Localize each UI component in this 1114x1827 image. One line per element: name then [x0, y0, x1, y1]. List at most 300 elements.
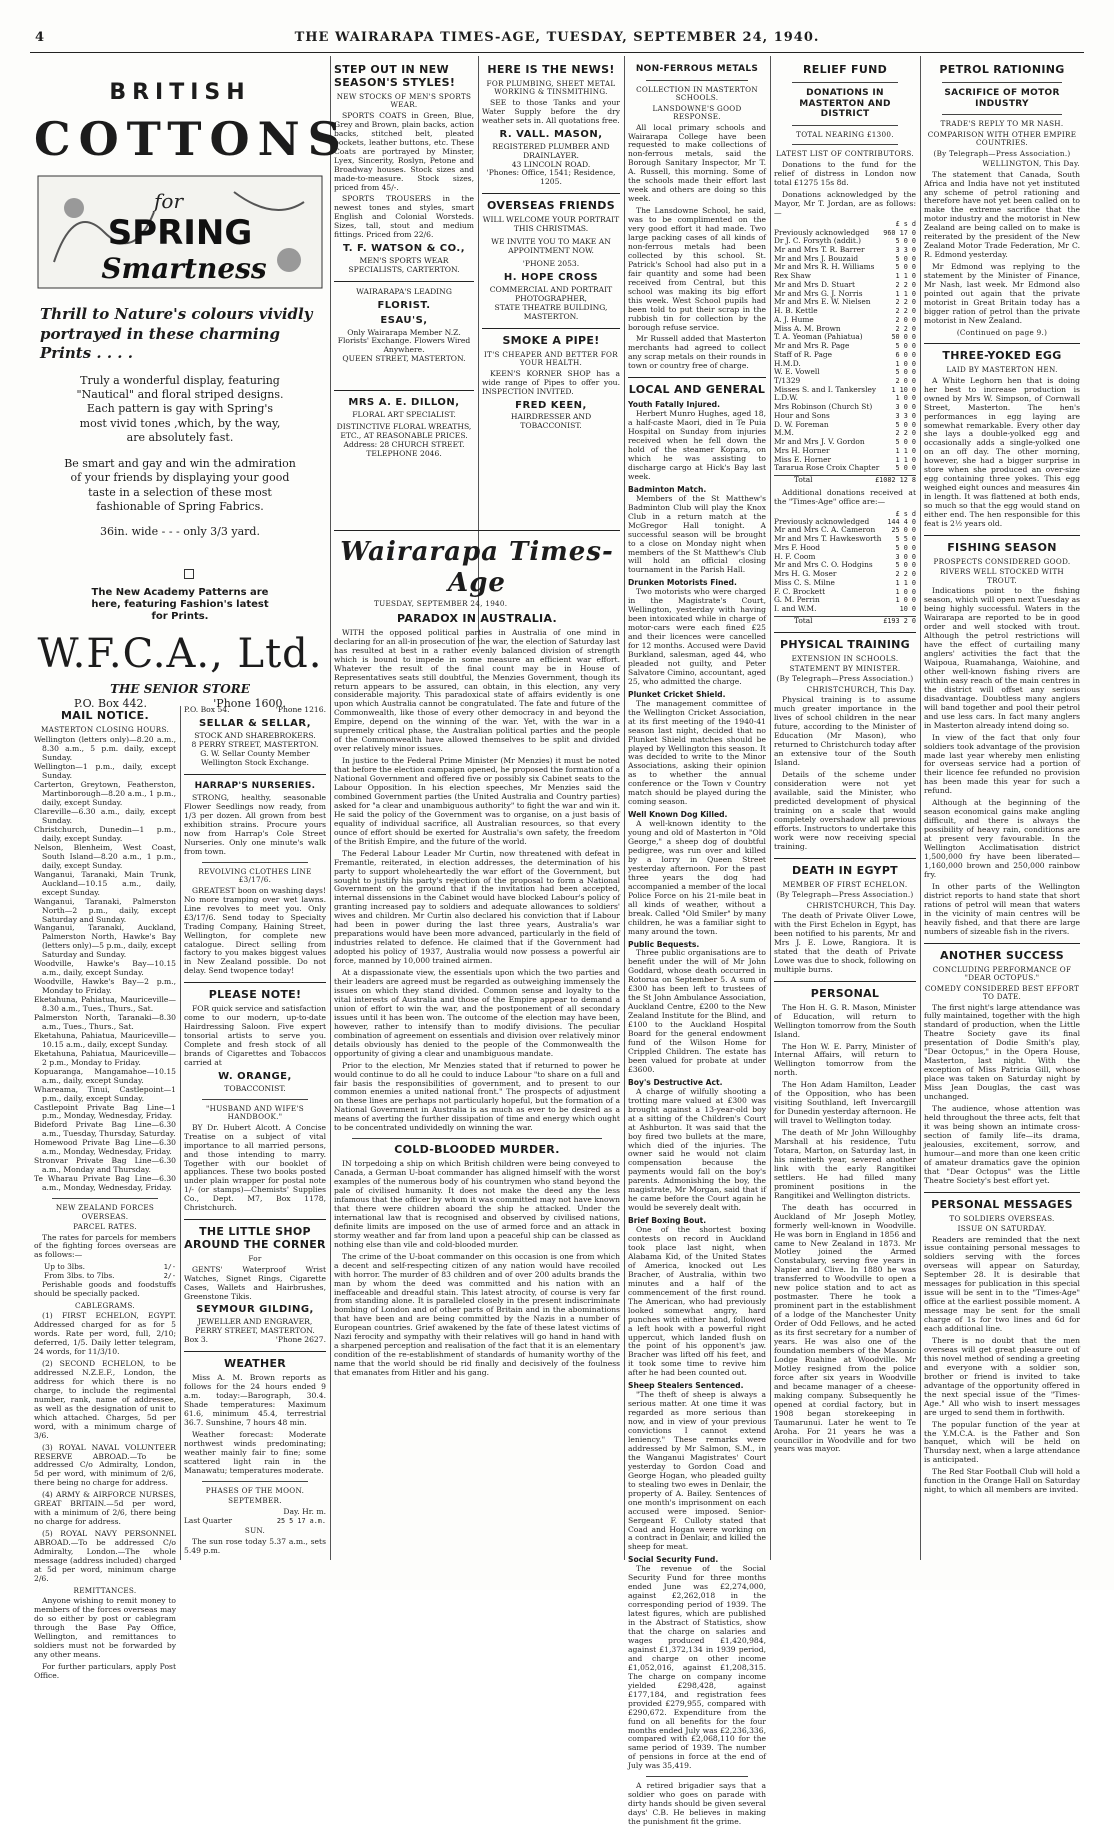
sun-text: The sun rose today 5.37 a.m., sets 5.49 p.m.	[184, 1536, 326, 1555]
pt-dateline: CHRISTCHURCH, This Day.	[806, 684, 916, 694]
table-row	[774, 616, 916, 625]
please-note-text: FOR quick service and satisfaction come to our modern, up-to-date Hairdressing Saloon. Five expert tonsorial artists to serve you. Complete and fresh stock of all brands of Cigarettes and Tobaccos carried at	[184, 1004, 327, 1068]
donor-name: Mr and Mrs T. R. Barrer	[774, 244, 865, 254]
item-head: Public Bequests.	[628, 939, 700, 949]
ad-brand: BRITISH	[109, 80, 251, 105]
petrol-sub: COMPARISON WITH OTHER EMPIRE COUNTRIES.	[927, 129, 1077, 148]
success-sub: COMEDY CONSIDERED BEST EFFORT TO DATE.	[924, 983, 1080, 1002]
pt-sub: STATEMENT BY MINISTER.	[789, 663, 901, 673]
little-shop-title: THE LITTLE SHOP AROUND THE CORNER	[184, 1225, 326, 1252]
donor-name: H.M.D.	[774, 358, 801, 368]
esaus-line: WAIRARAPA'S LEADING	[356, 286, 452, 296]
divider	[184, 774, 326, 775]
perishable-text: Perishable goods and foodstuffs should be specially packed.	[34, 1279, 176, 1298]
item-head: Badminton Match.	[628, 484, 707, 494]
item-text: Three public organisations are to benefit under the will of Mr John Goddard, whose death occurred in Rotorua on September 5. A sum of £300 has been left to trustees of the St John Ambulance Association, Auckland Centre, £200 to the New Zealand Institute for the Blind, and £100 to the Auckland Hospital Board for the general endowment fund of the Wilson Home for Crippled Children. The estate has been valued for probate at under £3600.	[628, 948, 766, 1074]
news-ad-sub: FOR PLUMBING, SHEET METAL WORKING & TINSMITHING.	[486, 78, 616, 97]
divider	[628, 377, 766, 378]
news-paragraph: The first night's large attendance was fully maintained, together with the high standard of production, when the Little Theatre Society gave its final presentation of Dodie Smith's play, "Dear Octopus," in the Opera House, Masterton, last night. With the exception of Miss Patricia Gill, whose place was taken on Saturday night by Miss Jean Douglas, the cast was unchanged.	[924, 1002, 1080, 1102]
sellar-line: G. W. Sellar County Member Wellington Stock Exchange.	[200, 748, 310, 767]
donor-name: Dr J. C. Forsyth (addit.)	[774, 236, 862, 246]
death-dateline: CHRISTCHURCH, This Day.	[806, 900, 916, 910]
clothes-line-heading: REVOLVING CLOTHES LINE £3/17/6.	[198, 866, 312, 885]
donor-amount: 2 2 0	[895, 280, 916, 289]
orange-ad	[184, 1071, 326, 1094]
editorial-paragraph: In justice to the Federal Prime Minister (Mr Menzies) it must be noted that before the election campaign opened, he proposed the formation of a National Government and offered five or possibly six Cabinet seats to the Labour Opposition. In his election speeches, Mr Menzies said the combined Government parties (the United Australia and Country parties) asked for "a clear and unambiguous authority" to fight the war and win it. He said the policy of the Government was to organise, on a just basis of equality of individual sacrifice, all Australian resources, so that every ounce of effort should be exerted for Australia's own safety, the freedom of the British Empire, and the future of the world.	[334, 756, 620, 846]
column-divider	[624, 56, 625, 1560]
donor-amount: 1 1 0	[895, 578, 916, 587]
esaus-text: Only Wairarapa Member N.Z. Florists' Exchange. Flowers Wired Anywhere.	[337, 327, 471, 355]
item-head: Boy's Destructive Act.	[628, 1077, 723, 1087]
editorial-column	[334, 530, 620, 1560]
news-paragraph: The Hon W. E. Parry, Minister of Internal Affairs, will return to Wellington tomorrow from the north.	[774, 1041, 916, 1078]
rate-value: 1/-	[163, 1263, 176, 1272]
sellar-box: P.O. Box 54.	[184, 705, 230, 714]
relief-col-head: £ s d	[895, 509, 916, 518]
gilding-box: Box 3.	[184, 1335, 209, 1345]
dillon-name: MRS A. E. DILLON,	[348, 397, 460, 409]
petrol-sub: SACRIFICE OF MOTOR INDUSTRY	[944, 87, 1060, 109]
divider	[792, 82, 898, 83]
weather-forecast: Weather forecast: Moderate northwest winds predominating; weather mainly fair to fine; some scattered light rain in the Manawatu; temperatures moderate.	[184, 1429, 326, 1475]
donor-amount: 5 0 0	[895, 561, 916, 570]
death-sub: MEMBER OF FIRST ECHELON.	[782, 879, 908, 889]
divider	[646, 1776, 748, 1777]
watson-ad	[334, 243, 474, 275]
divider	[942, 114, 1062, 115]
paradox-heading: PARADOX IN AUSTRALIA.	[397, 611, 557, 625]
keen-name: FRED KEEN,	[515, 399, 587, 411]
news-paragraph: The popular function of the year at the Y.M.C.A. is the Father and Son banquet, which will be held on Thursday next, when a large attendance is anticipated.	[924, 1419, 1080, 1465]
step-out-text: SPORTS TROUSERS in the newest tones and styles, smart English and Colonial Worsteds. Sizes, tall, stout and medium fittings. Priced from 22/6.	[334, 194, 474, 240]
divider	[202, 1099, 308, 1100]
mason-line: REGISTERED PLUMBER AND DRAINLAYER.	[492, 141, 610, 160]
item-head: Youth Fatally Injured.	[628, 400, 720, 410]
masthead	[30, 30, 1084, 50]
gilding-contact	[184, 1336, 326, 1345]
hope-cross-name: H. HOPE CROSS	[503, 272, 599, 284]
donor-amount: 6 0 0	[895, 350, 916, 359]
step-out-heading: STEP OUT IN NEW SEASON'S STYLES!	[334, 63, 456, 89]
mail-entry: Te Wharau Private Bag Line—6.30 a.m., Monday, Wednesday, Friday.	[34, 1174, 176, 1193]
parcel-text: The rates for parcels for members of the fighting forces overseas are as follows:—	[34, 1232, 176, 1260]
donor-amount: 1 1 0	[895, 455, 916, 464]
column-divider	[180, 706, 181, 1560]
donor-name: Mrs H. Horner	[774, 445, 830, 455]
donor-amount: 5 0 0	[895, 342, 916, 351]
ads-column-3	[482, 60, 620, 530]
donor-amount: 5 0 0	[895, 420, 916, 429]
cold-blooded-heading: COLD-BLOODED MURDER.	[394, 1143, 560, 1157]
donor-name: Rex Shaw	[774, 271, 812, 281]
esaus-florist: FLORIST.	[377, 299, 431, 311]
mail-entry: Wanganui, Taranaki, Main Trunk, Auckland—10.15 a.m., daily, except Sunday.	[34, 869, 176, 897]
news-paragraph: In other parts of the Wellington district reports to hand state that short rations of petrol will mean that waters in the vicinity of main centres will be heavily fished, and that there are large numbers of sizeable fish in the rivers.	[924, 881, 1080, 936]
orange-sub: TOBACCONIST.	[224, 1083, 286, 1093]
donor-amount: 1 0 0	[895, 359, 916, 368]
donor-amount: 2 2 0	[895, 307, 916, 316]
relief-additional: Additional donations received at the "Times-Age" office are:—	[774, 487, 916, 506]
mail-entry: Stronvar Private Bag Line—6.30 a.m., Monday and Thursday.	[34, 1156, 176, 1175]
divider	[924, 943, 1080, 944]
table-row	[774, 605, 916, 614]
paper-date: TUESDAY, SEPTEMBER 24, 1940.	[374, 599, 508, 609]
petrol-sub: TRADE'S REPLY TO MR NASH.	[940, 119, 1064, 129]
donor-name: W. E. Vowell	[774, 367, 820, 377]
rate-value: 2/-	[163, 1272, 176, 1281]
personal-heading: PERSONAL	[810, 986, 880, 1000]
donor-name: Miss C. S. Milne	[774, 577, 835, 587]
item-text: Two motorists who were charged in the Magistrate's Court, Wellington, yesterday with having been intoxicated while in charge of motor-cars were each fined £25 and their licences were cancelled for 12 months. Accused were David Burkland, salesman, aged 44, who pleaded not guilty, and Peter Salvatore Cimino, accountant, aged 25, who admitted the charge.	[628, 587, 766, 686]
esaus-name: ESAU'S,	[380, 314, 428, 326]
item-head: Sheep Stealers Sentenced.	[628, 1381, 744, 1391]
overseas-line: WE INVITE YOU TO MAKE AN APPOINTMENT NOW.	[491, 237, 611, 256]
divider	[184, 1219, 326, 1220]
sellar-line: 8 PERRY STREET, MASTERTON.	[191, 739, 319, 749]
moon-heading: PHASES OF THE MOON.	[205, 1485, 305, 1495]
fishing-sub: PROSPECTS CONSIDERED GOOD.	[933, 556, 1071, 566]
editorial-paragraph: The Federal Labour Leader Mr Curtin, now threatened with defeat in Fremantle, reiterated, in election addresses, the determination of his party to support wholeheartedly the war effort of the Government, but sought to justify his party's rejection of the proposal to form a National Government on the ground that if the invitation had been accepted, internal dissensions in the Cabinet would have blocked Labour's policy of granting increased pay to soldiers and adequate allowances to soldiers' wives and children. Mr Curtin also declared his conviction that if Labour had been in power during the last three years, Australia's war preparations would have been more advanced, particularly in the field of industries related to defence. He claimed that if the Government had adopted his policy of 1937, Australia would now possess a powerful air force, manned by 10,000 trained airmen.	[334, 848, 620, 966]
death-egypt-heading: DEATH IN EGYPT	[791, 863, 898, 877]
item-text: Herbert Munro Hughes, aged 18, a half-caste Maori, died in Te Puia Hospital on Sunday from injuries received when he fell down the hold of the steamer Kopara, on which he was assisting to discharge cargo at Hick's Bay last week.	[628, 409, 766, 481]
mail-entry: Clareville—6.30 a.m., daily, except Sunday.	[34, 807, 176, 826]
divider	[334, 530, 620, 531]
donor-name: Mr and Mrs R. H. Williams	[774, 262, 875, 272]
relief-table	[774, 229, 916, 474]
donor-name: H. B. Kettle	[774, 306, 818, 316]
divider	[774, 981, 916, 982]
donor-name: Mr and Mrs C. O. Hodgins	[774, 560, 873, 570]
three-yoked-sub: LAID BY MASTERTON HEN.	[946, 365, 1058, 375]
donor-amount: 5 0 0	[895, 464, 916, 473]
keen-line: HAIRDRESSER AND TOBACCONIST.	[510, 412, 592, 431]
mail-entry: Wellington—1 p.m., daily, except Sunday.	[34, 762, 176, 781]
mail-entry: Kopuaranga, Mangamahoe—10.15 a.m., daily, except Sunday.	[34, 1066, 176, 1085]
item-text: Members of the St Matthew's Badminton Club will play the Knox Club in a return match at the McGregor Hall tonight. A successful season will be brought to a close on Monday night when members of the St Matthew's Club will hold an official closing tournament in the Parish Hall.	[628, 493, 766, 575]
divider	[184, 1351, 326, 1352]
personal-messages-heading: PERSONAL MESSAGES	[931, 1197, 1073, 1211]
mail-entry: Woodville, Hawke's Bay—2 p.m., Monday to Friday.	[34, 977, 176, 996]
mail-entry: Wanganui, Taranaki, Palmerston North—2 p.m., daily, except Saturday and Sunday.	[34, 896, 176, 924]
donor-name: Mr and Mrs G. J. Norris	[774, 288, 863, 298]
donor-name: Mr and Mrs T. Hawkesworth	[774, 534, 882, 544]
divider	[352, 1138, 602, 1139]
ad-price: 36in. wide - - - only 3/3 yard.	[100, 525, 260, 539]
watson-name: T. F. WATSON & CO.,	[342, 243, 466, 255]
donor-name: H. F. Coom	[774, 551, 816, 561]
mail-entry: Eketahuna, Pahiatua, Mauriceville—10.15 a.m., daily, except Sunday.	[34, 1030, 176, 1049]
store-phone: 'Phone 1600.	[213, 697, 286, 711]
relief-total	[774, 475, 916, 485]
dillon-ad	[334, 397, 474, 459]
donor-amount: 10 0	[899, 605, 916, 614]
mail-entry: Woodville, Hawke's Bay—10.15 a.m., daily, except Sunday.	[34, 959, 176, 978]
ad-body-2: Be smart and gay and win the admiration of your friends by displaying your good taste in a selection of these most fashionable of Spring Fabrics.	[64, 457, 296, 514]
donor-name: T. A. Yeoman (Pahiatua)	[774, 332, 863, 342]
petrol-continued[interactable]: (Continued on page 9.)	[956, 327, 1048, 337]
orange-name: W. ORANGE,	[218, 1070, 292, 1082]
relief-ack: Donations acknowledged by the Mayor, Mr T. Jordan, are as follows:—	[774, 189, 916, 217]
pt-sub: EXTENSION IN SCHOOLS.	[791, 653, 899, 663]
sellar-name: SELLAR & SELLAR,	[198, 717, 312, 729]
donor-amount: 2 2 0	[895, 429, 916, 438]
total-value: £193 2 0	[883, 616, 916, 625]
column-divider	[920, 56, 921, 1560]
news-paragraph: In view of the fact that only four soldiers took advantage of the provision made last year whereby men enlisting for overseas service had a portion of their licence fee refunded no provision has been made this year for such a refund.	[924, 732, 1080, 796]
editorial-paragraph: IN torpedoing a ship on which British children were being conveyed to Canada, a German U-boat commander has aligned himself with the worst examples of the numerous body of his countrymen who stand beyond the pale of civilised humanity. It does not make the deed any the less infamous that the officer by whom it was committed may not have known that there were children aboard the ship he attacked. Under the international law that is recognised and observed by civilised nations, definite limits are imposed on the use of armed force and an attack in stormy weather and far from land upon a peaceful ship can be classed as nothing else than vile and cold-blooded murder.	[334, 1159, 620, 1249]
step-out-text: SPORTS COATS in Green, Blue, Grey and Brown, plain backs, action backs, stitched belt, pleated pockets, leather buttons, etc. These Coats are portrayed by Minster, Lyex, Sincerity, Roslyn, Petone and Broadway houses. Stock sizes and made-to-measure. Stock sizes, priced from 45/-.	[334, 110, 474, 192]
news-paragraph: The Lansdowne School, he said, was to be complimented on the very good effort it had made. Two large packing cases of all kinds of non-ferrous metals had been collected by this school. St. Patrick's School had also put in a fair quantity and some had been received from Central, but this school was making its big effort this week. West School pupils had been told to put their scrap in the rubbish tin for collection by the borough refuse service.	[628, 206, 766, 332]
divider	[482, 193, 620, 194]
ad-bullet	[184, 569, 194, 579]
handbook-text: BY Dr. Hubert Alcott. A Concise Treatise on a subject of vital importance to all married persons, and those intending to marry. Together with our booklet of appliances. These two books posted under plain wrapper for postal note 1/- (or stamps)—Chemists' Supplies Co., Dept. M7, Box 1178, Christchurch.	[184, 1122, 326, 1213]
gilding-line: PERRY STREET, MASTERTON.	[195, 1326, 315, 1336]
dillon-sub: FLORAL ART SPECIALIST.	[352, 410, 456, 420]
ad-tagline: Thrill to Nature's colours vividly portrayed in these charming Prints . . . .	[40, 305, 313, 363]
fishing-heading: FISHING SEASON	[947, 540, 1057, 554]
donor-amount: 25 0 0	[891, 526, 916, 535]
please-note-heading: PLEASE NOTE!	[208, 988, 302, 1002]
mail-entry: Whareama, Tinui, Castlepoint—1 p.m., daily, except Sunday.	[34, 1084, 176, 1103]
naval-text: (3) ROYAL NAVAL VOLUNTEER RESERVE ABROAD.—To be addressed C/o Admiralty, London, 5d per word, with minimum of 2/6, there being no charge for address.	[34, 1442, 176, 1488]
donor-amount: 3 3 0	[895, 245, 916, 254]
donor-amount: 1 0 0	[895, 587, 916, 596]
donor-name: Miss E. Horner	[774, 454, 832, 464]
gilding-line: JEWELLER AND ENGRAVER,	[197, 1317, 313, 1327]
relief-fund-heading: RELIEF FUND	[802, 63, 888, 76]
donor-name: Hour and Sons	[774, 410, 830, 420]
messages-sub: TO SOLDIERS OVERSEAS.	[949, 1213, 1055, 1223]
news-paragraph: The death of Mr John Willoughby Marshall at his residence, Tutu Totara, Marton, on Saturday last, in his ninetieth year, severed another link with the early Rangitikei settlers. He had filled many prominent positions in the Rangitikei and Wellington districts.	[774, 1128, 916, 1200]
news-paragraph: The statement that Canada, South Africa and India have not yet instituted any scheme of petrol rationing and therefore have not yet been called on to make the extreme sacrifice that the motor industry and the motorist in New Zealand are being called on to make is reiterated by the president of the New Zealand Motor Trade Federation, Mr C. R. Edmond yesterday.	[924, 169, 1080, 260]
moon-col-head: Day. Hr. m.	[283, 1506, 326, 1516]
news-paragraph: There is no doubt that the men overseas will get great pleasure out of this novel method of sending a greeting and everyone with a soldier son, brother or friend is invited to take advantage of the opportunity offered in the next special issue of the "Times-Age." All who wish to insert messages are urged to send them in forthwith.	[924, 1335, 1080, 1417]
ad-product: COTTONS	[34, 111, 349, 166]
donor-name: Staff of R. Page	[774, 349, 832, 359]
hope-cross-line: COMMERCIAL AND PORTRAIT PHOTOGRAPHER,	[489, 284, 613, 303]
overseas-friends-heading: OVERSEAS FRIENDS	[487, 199, 615, 213]
non-ferrous-sub: COLLECTION IN MASTERTON SCHOOLS.	[636, 84, 758, 103]
news-paragraph: The Red Star Football Club will hold a function in the Orange Hall on Saturday night, to which all members are invited.	[924, 1467, 1080, 1495]
overseas-heading: NEW ZEALAND FORCES OVERSEAS.	[55, 1203, 155, 1221]
item-text: One of the shortest boxing contests on record in Auckland took place last night, when Alabama Kid, of the United States of America, knocked out Les Bracher, of Australia, within two minutes and a half of the commencement of the first round. The American, who had previously looked somewhat angry, hard punches with either hand, followed a left hook with a powerful right uppercut, which landed flush on the point of his opponent's jaw. Bracher was lifted off his feet, and it took some time to revive him after he had been counted out.	[628, 1225, 766, 1378]
mail-entry: Nelson, Blenheim, West Coast, South Island—8.20 a.m., 1 p.m., daily, except Sunday.	[34, 842, 176, 870]
divider	[924, 1192, 1080, 1193]
item-head: Brief Boxing Bout.	[628, 1216, 707, 1226]
navy-text: (5) ROYAL NAVY PERSONNEL ABROAD.—To be addressed C/o Admiralty, London.—The whole message (address included) charged at 5d per word, minimum charge 2/6.	[34, 1529, 176, 1583]
cable-text: (1) FIRST ECHELON, EGYPT. Addressed charged for as for 5 words. Rate per word, full, 2/10; deferred, 1/5. Daily letter telegram, 24 words, for 11/3/10.	[34, 1311, 176, 1357]
donor-name: D. W. Foreman	[774, 419, 829, 429]
moon-phase: Last Quarter	[184, 1515, 233, 1525]
little-shop-for: For	[248, 1254, 262, 1264]
death-byline: (By Telegraph—Press Association.)	[776, 890, 914, 900]
masthead-rule	[30, 52, 1084, 53]
news-paragraph: A White Leghorn hen that is doing her best to increase production is owned by Mrs W. Simpson, of Cornwall Street, Masterton. The hen's performances in egg laying are somewhat remarkable. Every other day she lays a double-yolked egg and occasionally adds a single-yolked one on an off day. The other morning, however, she had a bigger surprise in store when she produced an over-size egg containing three yokes. This egg weighed eight ounces and measures 4in in length. It was flattened at both ends, so much so that the egg would stand on either end. The hen responsible for this feat is 2½ years old.	[924, 375, 1080, 528]
divider	[792, 144, 898, 145]
donor-amount: 5 0 0	[895, 263, 916, 272]
donor-amount: 144 4 0	[887, 517, 916, 526]
donor-name: Misses S. and I. Tankersley	[774, 384, 877, 394]
donor-name: A. J. Hume	[774, 314, 814, 324]
donor-amount: 960 17 0	[883, 228, 916, 237]
divider	[774, 632, 916, 633]
donor-name: Mrs Robinson (Church St)	[774, 402, 873, 412]
smoke-heading: SMOKE A PIPE!	[502, 333, 600, 347]
mail-notice-heading: MAIL NOTICE.	[61, 709, 149, 722]
page-number: 4	[35, 30, 45, 45]
harraps-text: STRONG, healthy, seasonable Flower Seedlings now ready, from 1/3 per dozen. All grown from best exhibition strains. Procure yours now from Harrap's Cole Street Nurseries. Only one minute's walk from town.	[184, 793, 326, 856]
weather-heading: WEATHER	[223, 1357, 287, 1371]
donor-name: Mr and Mrs J. Bouzaid	[774, 253, 859, 263]
divider	[924, 535, 1080, 536]
non-ferrous-sub: LANSDOWNE'S GOOD RESPONSE.	[652, 103, 742, 122]
three-yoked-heading: THREE-YOKED EGG	[942, 349, 1062, 363]
item-head: Well Known Dog Killed.	[628, 810, 728, 820]
moon-month: SEPTEMBER.	[228, 1496, 282, 1506]
relief-intro: Donations to the fund for the relief of distress in London now total £1275 15s 8d.	[774, 159, 916, 187]
clothes-line-text: GREATEST boon on washing days! No more tramping over wet lawns. Line revolves to meet you. Only £3/17/6. Send today to Specialty Trading Company, Haining Street, Wellington, for complete new catalogue. Direct selling from factory to you makes biggest values in New Zealand possible. Do not delay. Send twopence today!	[184, 885, 326, 976]
donor-name: Mr and Mrs R. Page	[774, 341, 850, 351]
news-paragraph: Mr Russell added that Masterton merchants had agreed to collect any scrap metals on their rounds in town or country free of charge.	[628, 334, 766, 371]
editorial-paragraph: At a dispassionate view, the essentials upon which the two parties and their leaders are agreed must be regarded as outweighing immensely the issues on which they stand divided. Common sense and loyalty to the vital interests of Australia and those of the Empire appear to demand a union of effort to win the war, and the postponement of all secondary issues until it has been won. The outcome of the election may have been, however, rather to intensify than to modify divisions. The peculiar combination of agreement on essentials and division over relatively minor details obviously has denied to the people of the Commonwealth the opportunity of giving a clear and unambiguous mandate.	[334, 968, 620, 1058]
petrol-heading: PETROL RATIONING	[939, 63, 1065, 76]
donor-name: F. C. Brockett	[774, 586, 826, 596]
rate-label: Up to 3lbs.	[44, 1262, 86, 1272]
messages-sub: ISSUE ON SATURDAY.	[957, 1224, 1047, 1234]
mail-notice-column	[34, 706, 176, 1680]
donor-name: Previously acknowledged	[774, 516, 870, 526]
sellar-phone: 'Phone 1216.	[275, 705, 326, 714]
art-text-smartness: Smartness	[101, 252, 267, 286]
donor-amount: 5 0 0	[895, 543, 916, 552]
store-name: W.F.C.A., Ltd.	[37, 630, 323, 677]
success-sub: CONCLUDING PERFORMANCE OF "DEAR OCTOPUS."	[932, 964, 1072, 983]
local-general-heading: LOCAL AND GENERAL	[628, 383, 766, 397]
editorial-paragraph: The crime of the U-boat commander on this occasion is one from which a decent and self-respecting citizen of any nation would have recoiled with horror. The murder of 83 children and of over 200 adults brands the man by whom the deed was committed and his nation with an ineffaceable and dreadful stain. This latest atrocity, of course is very far from standing alone. It is paralleled closely in the present indiscriminate bombing of London and of other parts of Britain and in the abominations that have been and are being committed by the Nazis in a number of European countries. Grief awakened by the fate of these latest victims of Nazi ferocity and sympathy with their relatives will go hand in hand with a sharpened perception and realisation of the fact that it is an elementary condition of the re-establishment of standards of humanity worthy of the name that the world should be rid finally and decisively of the foulness that emanates from Hitler and his gang.	[334, 1251, 620, 1378]
donor-name: Mr and Mrs C. A. Cameron	[774, 525, 876, 535]
army-text: (4) ARMY & AIRFORCE NURSES, GREAT BRITAIN.—5d per word, with a minimum of 2/6, there being no charge for address.	[34, 1490, 176, 1527]
news-paragraph: Indications point to the fishing season, which will open next Tuesday as being highly successful. Waters in the Wairarapa are reported to be in good order and well stocked with trout. Although the petrol restrictions will have the effect of curtailing many anglers' activities the fact that the Waipoua, Ruamahanga, Waiohine, and other well-known fishing rivers are within easy reach of the main centres in the district will offset any serious disadvantage. Doubtless many anglers will band together and pool their petrol and use less cars. In fact many anglers in Masterton already intend doing so.	[924, 586, 1080, 730]
store-po-box: P.O. Box 442.	[74, 697, 147, 711]
further-text: For further particulars, apply Post Office.	[34, 1662, 176, 1680]
watson-line: MEN'S SPORTS WEAR SPECIALISTS, CARTERTON.	[348, 256, 460, 274]
physical-training-heading: PHYSICAL TRAINING	[780, 637, 910, 651]
dillon-text: DISTINCTIVE FLORAL WREATHS, ETC., AT REASONABLE PRICES. Address: 28 CHURCH STREET.	[336, 422, 472, 449]
small-ads-column	[184, 706, 326, 1560]
hope-cross-line: STATE THEATRE BUILDING, MASTERTON.	[494, 302, 608, 321]
divider	[924, 343, 1080, 344]
another-success-heading: ANOTHER SUCCESS	[940, 948, 1064, 962]
parcel-rates-table	[34, 1263, 176, 1280]
donor-amount: 5 0 0	[895, 237, 916, 246]
donor-amount: 5 0 0	[895, 368, 916, 377]
divider	[334, 281, 474, 282]
rate-label: From 3lbs. to 7lbs.	[44, 1271, 115, 1281]
donor-amount: 5 0 0	[895, 254, 916, 263]
table-row	[774, 421, 916, 430]
mail-entry: Wellington (letters only)—8.20 a.m., 8.30 a.m., 5 p.m. daily, except Sunday.	[34, 735, 176, 763]
relief-table	[774, 518, 916, 614]
mail-entry: Eketahuna, Pahiatua, Mauriceville—2 p.m., Monday to Friday.	[34, 1048, 176, 1067]
divider	[646, 80, 748, 81]
sellar-ad	[184, 706, 326, 768]
petrol-dateline: WELLINGTON, This Day.	[982, 159, 1080, 169]
mason-name: R. VALL. MASON,	[499, 128, 603, 140]
item-head: Drunken Motorists Fined.	[628, 578, 737, 588]
harraps-name: HARRAP'S NURSERIES.	[194, 780, 316, 791]
smoke-text: KEEN'S KORNER SHOP has a wide range of Pipes to offer you. INSPECTION INVITED.	[482, 368, 620, 396]
donor-name: G. M. Perrin	[774, 595, 820, 605]
mail-entry: Homewood Private Bag Line—6.30 a.m., Monday, Wednesday, Friday.	[34, 1138, 176, 1157]
mail-entry: Bideford Private Bag Line—6.30 a.m., Tuesday, Thursday, Saturday.	[34, 1120, 176, 1139]
divider	[792, 125, 898, 126]
divider	[184, 982, 326, 983]
cable-heading: CABLEGRAMS.	[75, 1300, 135, 1310]
ad-body-1: Truly a wonderful display, featuring "Nautical" and floral striped designs. Each pattern is gay with Spring's most vivid tones ,which, by the way, are absolutely fast.	[76, 373, 284, 444]
relief-total	[774, 616, 916, 626]
donor-amount: 2 2 0	[895, 298, 916, 307]
divider	[202, 1481, 308, 1482]
hope-cross-ad	[482, 216, 620, 321]
handbook-title: "HUSBAND AND WIFE'S HANDBOOK."	[206, 1103, 304, 1122]
total-value: £1082 12 8	[875, 476, 916, 485]
dillon-phone: TELEPHONE 2046.	[366, 448, 442, 458]
editorial-paragraph: Prior to the election, Mr Menzies stated that if returned to power he would continue to do all he could to induce Labour "to share on a full and fair basis the responsibilities of government, and to present to our common enemies a united national front." The prospects of adjustment on these lines are perhaps not particularly hopeful, but the formation of a National Government in Australia is as much as ever to be desired as a means of averting the further dissipation of time and energy which ought to be concentrated undividedly on winning the war.	[334, 1060, 620, 1133]
sun-heading: SUN.	[244, 1526, 266, 1536]
divider	[482, 328, 620, 329]
news-paragraph: Readers are reminded that the next issue containing personal messages to soldiers serving with the forces overseas will appear on Saturday, September 28. It is desirable that messages for publication in this special issue will be sent in to the "Times-Age" office at the earliest possible moment. A message may be sent for the small charge of 1s for two lines and 6d for each additional line.	[924, 1234, 1080, 1334]
news-ad-text: SEE to those Tanks and your Water Supply before the dry weather sets in. All quotations free.	[482, 97, 620, 125]
table-row	[184, 1517, 326, 1526]
donor-name: Miss A. M. Brown	[774, 323, 841, 333]
mail-entry: Christchurch, Dunedin—1 p.m., daily, except Sunday.	[34, 824, 176, 843]
news-paragraph: The audience, whose attention was held throughout the three acts, felt that it was being shown an intimate cross-section of family life—its drama, jealousies, excitement, sorrow, and humour—and more than one keen critic of amateur dramatics gave the opinion that "Dear Octopus" was the Little Theatre Society's best effort yet.	[924, 1103, 1080, 1185]
petrol-byline: (By Telegraph—Press Association.)	[933, 148, 1071, 158]
smoke-sub: IT'S CHEAPER AND BETTER FOR YOUR HEALTH.	[484, 349, 618, 368]
item-text: A retired brigadier says that a soldier who goes on parade with dirty hands should be given several days' C.B. He believes in making the punishment fit the grime.	[628, 1781, 766, 1827]
news-ad-heading: HERE IS THE NEWS!	[487, 63, 615, 76]
news-paragraph: The death of Private Oliver Lowe, with the First Echelon in Egypt, has been notified to his parents, Mr and Mrs J. E. Lowe, Rangiora. It is stated that the death of Private Lowe was due to shock, following on multiple burns.	[774, 911, 916, 974]
news-paragraph: The Hon H. G. R. Mason, Minister of Education, will return to Wellington tomorrow from the South Island.	[774, 1002, 916, 1039]
gilding-phone: 'Phone 2627.	[275, 1335, 326, 1345]
esaus-ad	[334, 288, 474, 364]
editorial-paragraph: WITH the opposed political parties in Australia of one mind in declaring for an all-in prosecution of the war, the election of Saturday last has resulted at best in a rather evenly balanced division of strength which is bound to impede in some measure an efficient war effort. Whatever the result of the final count may be in House of Representatives seats still doubtful, the Menzies Government, though its return appears to be assured, can obtain, in this election, any very considerable majority. This paradoxical state of affairs evidently is one upon which Australia cannot be congratulated. The fate and future of the Commonwealth, like those of every other democracy in and beyond the Empire, depend on the winning of the war. Yet, with the war in a supremely critical phase, the Australian political parties and the people of the Commonwealth have allowed themselves to be split and divided over relatively minor issues.	[334, 627, 620, 754]
news-paragraph: Mr Edmond was replying to the statement by the Minister of Finance, Mr Nash, last week. Mr Edmond also pointed out again that the private motorist in Great Britain today has a bigger ration of petrol than the private motorist in New Zealand.	[924, 262, 1080, 325]
keen-ad	[482, 400, 620, 432]
moon-table	[184, 1517, 326, 1526]
donor-amount: 3 3 0	[895, 411, 916, 420]
donor-amount: 1 10 0	[891, 385, 916, 394]
non-ferrous-heading: NON-FERROUS METALS	[635, 64, 759, 74]
news-paragraph: Although at the beginning of the season economical gains make angling difficult, and there is always the possibility of heavy rain, conditions are at present very favourable. In the Wellington Acclimatisation district 1,500,000 fry have been liberated—1,160,000 brown and 250,000 rainbow fry.	[924, 798, 1080, 879]
divider	[202, 862, 308, 863]
masthead-title: THE WAIRARAPA TIMES-AGE, TUESDAY, SEPTEMBER 24, 1940.	[294, 30, 820, 45]
column-divider	[770, 56, 771, 1560]
donor-name: Mr and Mrs E. W. Nielsen	[774, 297, 871, 307]
table-row	[774, 476, 916, 485]
store-sub: THE SENIOR STORE	[110, 681, 250, 696]
donor-name: Previously acknowledged	[774, 227, 870, 237]
divider	[334, 390, 474, 391]
donor-name: Tararua Rose Croix Chapter	[774, 463, 880, 473]
donor-amount: 2 2 0	[895, 570, 916, 579]
parcel-heading: PARCEL RATES.	[73, 1222, 137, 1232]
relief-total-line: TOTAL NEARING £1300.	[796, 129, 894, 139]
donor-name: Mr and Mrs D. Stuart	[774, 279, 856, 289]
mail-entry: Wanganui, Taranaki, Auckland, Palmerston North, Hawke's Bay (letters only)—5 p.m., daily, except Saturday and Sunday.	[34, 923, 176, 960]
spring-smartness-illustration	[34, 172, 326, 292]
item-text: "The theft of sheep is always a serious matter. At one time it was regarded as more serious than now, and in view of your previous convictions I cannot extend leniency." These remarks were addressed by Mr Salmon, S.M., in the Wanganui Magistrates' Court yesterday to Gordon Coad and George Hogan, who pleaded guilty to stealing two ewes in Denlair, the property of A. Bailey. Sentences of one month's imprisonment on each accused were imposed. Senior-Sergeant F. Culloty stated that Coad and Hogan were working on a contract in Denlair, and killed the sheep for meat.	[628, 1390, 766, 1552]
